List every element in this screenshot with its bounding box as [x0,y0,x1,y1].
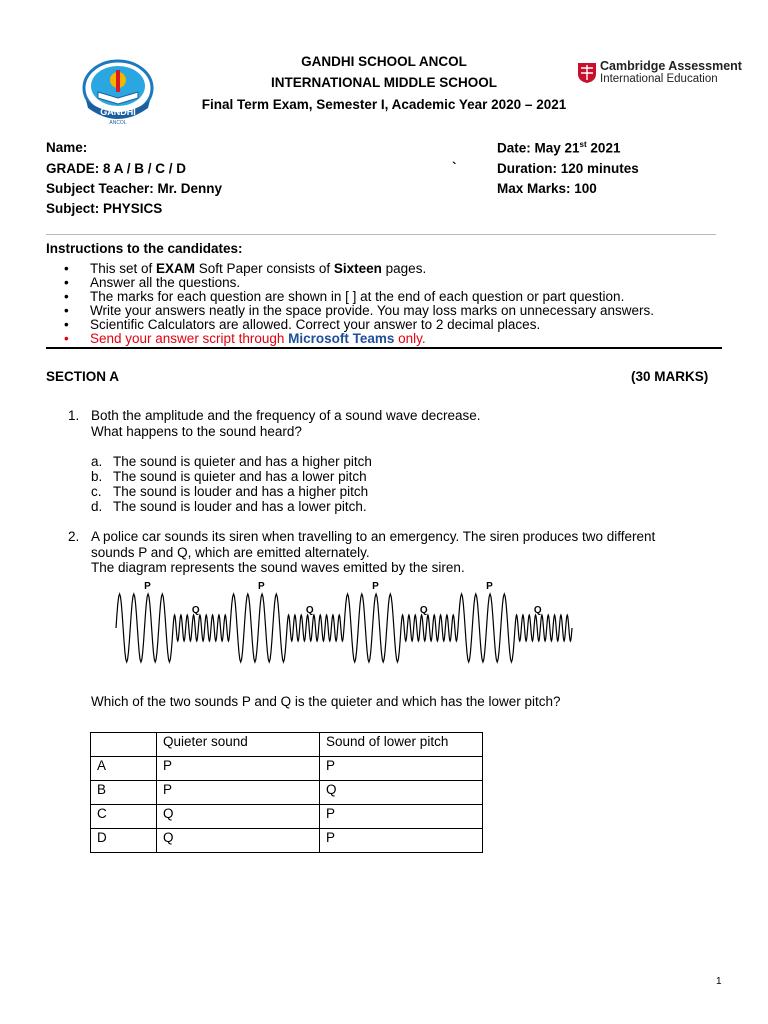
question-2-line: The diagram represents the sound waves emitted by the siren. [91,560,465,575]
question-2-line: A police car sounds its siren when travelling to an emergency. The siren produces two different [91,529,656,544]
table-cell: P [320,757,483,781]
table-header-cell: Sound of lower pitch [320,733,483,757]
option-letter: d. [91,499,103,514]
school-subtitle: INTERNATIONAL MIDDLE SCHOOL [271,75,497,90]
teams-link: Microsoft Teams [288,331,395,346]
table-cell: P [320,805,483,829]
instruction-item-teams: • Send your answer script through Microsoft Teams only. [64,331,426,346]
subject-label: Subject: PHYSICS [46,201,163,216]
page-number: 1 [716,976,722,987]
exam-title: Final Term Exam, Semester I, Academic Year 2020 – 2021 [201,97,567,112]
instruction-item: • The marks for each question are shown in [ ] at the end of each question or part question. [64,289,625,304]
table-cell: D [91,829,157,853]
option-letter: b. [91,469,103,484]
table-cell: A [91,757,157,781]
question-1-number: 1. [68,408,80,423]
logo-text: GANDHI [100,107,136,117]
table-cell: B [91,781,157,805]
option-text: The sound is quieter and has a lower pitch [113,469,367,484]
table-cell: Q [157,829,320,853]
date-superscript: st [579,140,587,149]
cambridge-title: Cambridge Assessment [600,59,742,73]
question-2-prompt: Which of the two sounds P and Q is the quieter and which has the lower pitch? [91,694,561,709]
name-label: Name: [46,140,88,155]
table-row [91,781,483,805]
table-cell: Q [320,781,483,805]
instructions-title: Instructions to the candidates: [46,241,243,256]
section-marks: (30 MARKS) [631,369,709,384]
table-header-cell [91,733,157,757]
wave-label-q: Q [419,605,428,616]
table-header-cell: Quieter sound [157,733,320,757]
answer-table [90,732,483,853]
sound-wave-diagram [108,578,578,678]
option-letter: a. [91,454,103,469]
wave-label-p: P [144,581,151,592]
date-suffix: 2021 [586,140,621,156]
question-1-line: What happens to the sound heard? [91,424,302,439]
instruction-item: • Answer all the questions. [64,275,241,290]
grade-label: GRADE: 8 A / B / C / D [46,161,187,176]
table-row [91,829,483,853]
table-row [91,805,483,829]
option-letter: c. [91,484,102,499]
option-text: The sound is quieter and has a higher pitch [113,454,372,469]
table-cell: C [91,805,157,829]
option-text: The sound is louder and has a higher pitch [113,484,369,499]
cambridge-subtitle: International Education [600,73,718,85]
question-2-number: 2. [68,529,80,544]
wave-label-q: Q [191,605,200,616]
divider [46,234,716,235]
wave-trace [116,594,572,662]
wave-label-q: Q [305,605,314,616]
section-title: SECTION A [46,369,120,384]
section-divider [46,347,722,349]
instruction-item: • Scientific Calculators are allowed. Correct your answer to 2 decimal places. [64,317,541,332]
school-name: GANDHI SCHOOL ANCOL [301,54,467,69]
option-text: The sound is louder and has a lower pitch. [113,499,367,514]
table-cell: P [157,757,320,781]
backtick-mark: ` [452,160,457,175]
table-cell: P [157,781,320,805]
logo-subtext: ANCOL [109,120,127,126]
question-1-line: Both the amplitude and the frequency of a sound wave decrease. [91,408,481,423]
wave-label-p: P [372,581,379,592]
table-row [91,757,483,781]
max-marks-label: Max Marks: 100 [497,181,597,196]
date-prefix: Date: May 21 [497,140,580,156]
table-cell: P [320,829,483,853]
instruction-item: • This set of EXAM Soft Paper consists of Sixteen pages. [64,261,427,276]
wave-label-p: P [257,581,265,592]
table-header-row [91,733,483,757]
teacher-label: Subject Teacher: Mr. Denny [46,181,223,196]
instruction-item: • Write your answers neatly in the space provide. You may loss marks on unnecessary answers. [64,303,655,318]
date-label [497,140,620,156]
table-cell: Q [157,805,320,829]
wave-label-q: Q [533,605,542,616]
wave-label-p: P [486,581,493,592]
duration-label: Duration: 120 minutes [497,161,639,176]
question-2-line: sounds P and Q, which are emitted alternately. [91,545,370,560]
